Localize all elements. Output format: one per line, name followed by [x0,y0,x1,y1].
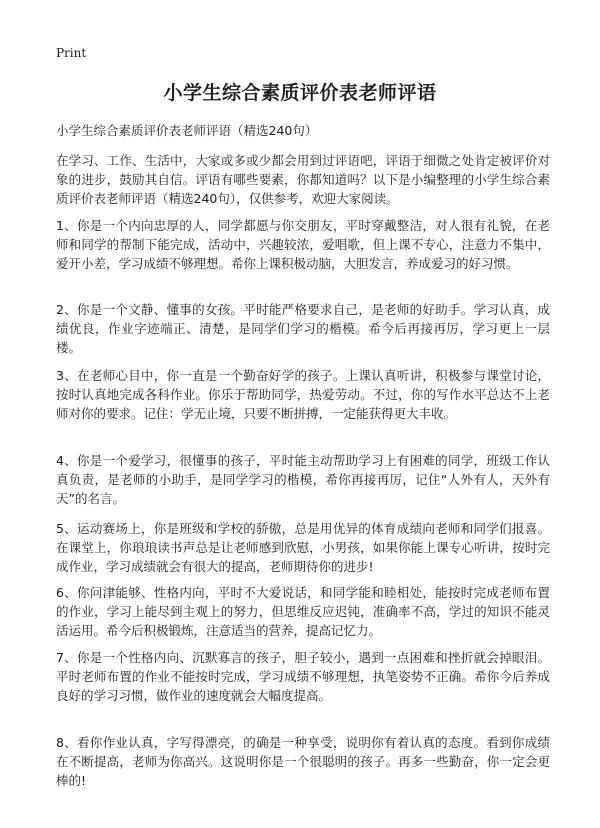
intro-paragraph: 在学习、工作、生活中，大家或多或少都会用到过评语吧，评语于细微之处肯定被评价对象的进步，鼓励其自信。评语有哪些要素，你都知道吗？以下是小编整理的小学生综合素质评价表老师评语（精选240句），仅供参考，欢迎大家阅读。 [56,153,550,206]
comment-item-8: 8、看你作业认真，字写得漂亮，的确是一种享受，说明你有着认真的态度。看到你成绩在不断提高，老师为你高兴。这说明你是一个很聪明的孩子。再多一些勤奋，你一定会更棒的! [56,735,550,788]
page-title: 小学生综合素质评价表老师评语 [163,82,437,104]
comment-item-4: 4、你是一个爱学习，很懂事的孩子，平时能主动帮助学习上有困难的同学，班级工作认真负责，是老师的小助手，是同学学习的楷模，希你再接再厉，记住“人外有人，天外有天”的名言。 [56,453,550,506]
comment-item-1: 1、你是一个内向忠厚的人，同学都愿与你交朋友，平时穿戴整洁，对人很有礼貌，在老师和同学的帮制下能完成，活动中，兴趣较浓，爱唱歌，但上课不专心，注意力不集中，爱开小差，学习成绩不够理想。希你上课积极动脑，大胆发言，养成爱习的好习惯。 [56,218,550,271]
comment-item-2: 2、你是一个文静、懂事的女孩。平时能严格要求自己，是老师的好助手。学习认真，成绩优良，作业字迹端正、清楚，是同学们学习的楷模。希今后再接再厉，学习更上一层楼。 [56,302,550,355]
comment-item-3: 3、在老师心目中，你一直是一个勤奋好学的孩子。上课认真听讲，积极参与课堂讨论，按时认真地完成各科作业。你乐于帮助同学，热爱劳动。不过，你的写作水平总达不上老师对你的要求。记住：学无止境，只要不断拼搏，一定能获得更大丰收。 [56,368,550,421]
comment-item-6: 6、你问津能够、性格内向，平时不大爱说话，和同学能和睦相处，能按时完成老师布置的作业，学习上能尽到主观上的努力，但思维反应迟钝，准确率不高，学过的知识不能灵活运用。希今后积极锻炼，注意适当的营养，提高记忆力。 [56,585,550,638]
print-link[interactable]: Print [56,46,87,60]
comment-item-5: 5、运动赛场上，你是班级和学校的骄傲，总是用优异的体育成绩向老师和同学们报喜。在课堂上，你琅琅读书声总是让老师感到欣慰，小男孩，如果你能上课专心听讲，按时完成作业，学习成绩就会有很大的提高，老师期待你的进步! [56,521,550,574]
comment-item-7: 7、你是一个性格内向、沉默寡言的孩子，胆子较小，遇到一点困难和挫折就会掉眼泪。平时老师布置的作业不能按时完成，学习成绩不够理想，执笔姿势不正确。希你今后养成良好的学习习惯，做作业的速度就会大幅度提高。 [56,650,550,703]
document-subtitle: 小学生综合素质评价表老师评语（精选240句） [56,123,318,138]
